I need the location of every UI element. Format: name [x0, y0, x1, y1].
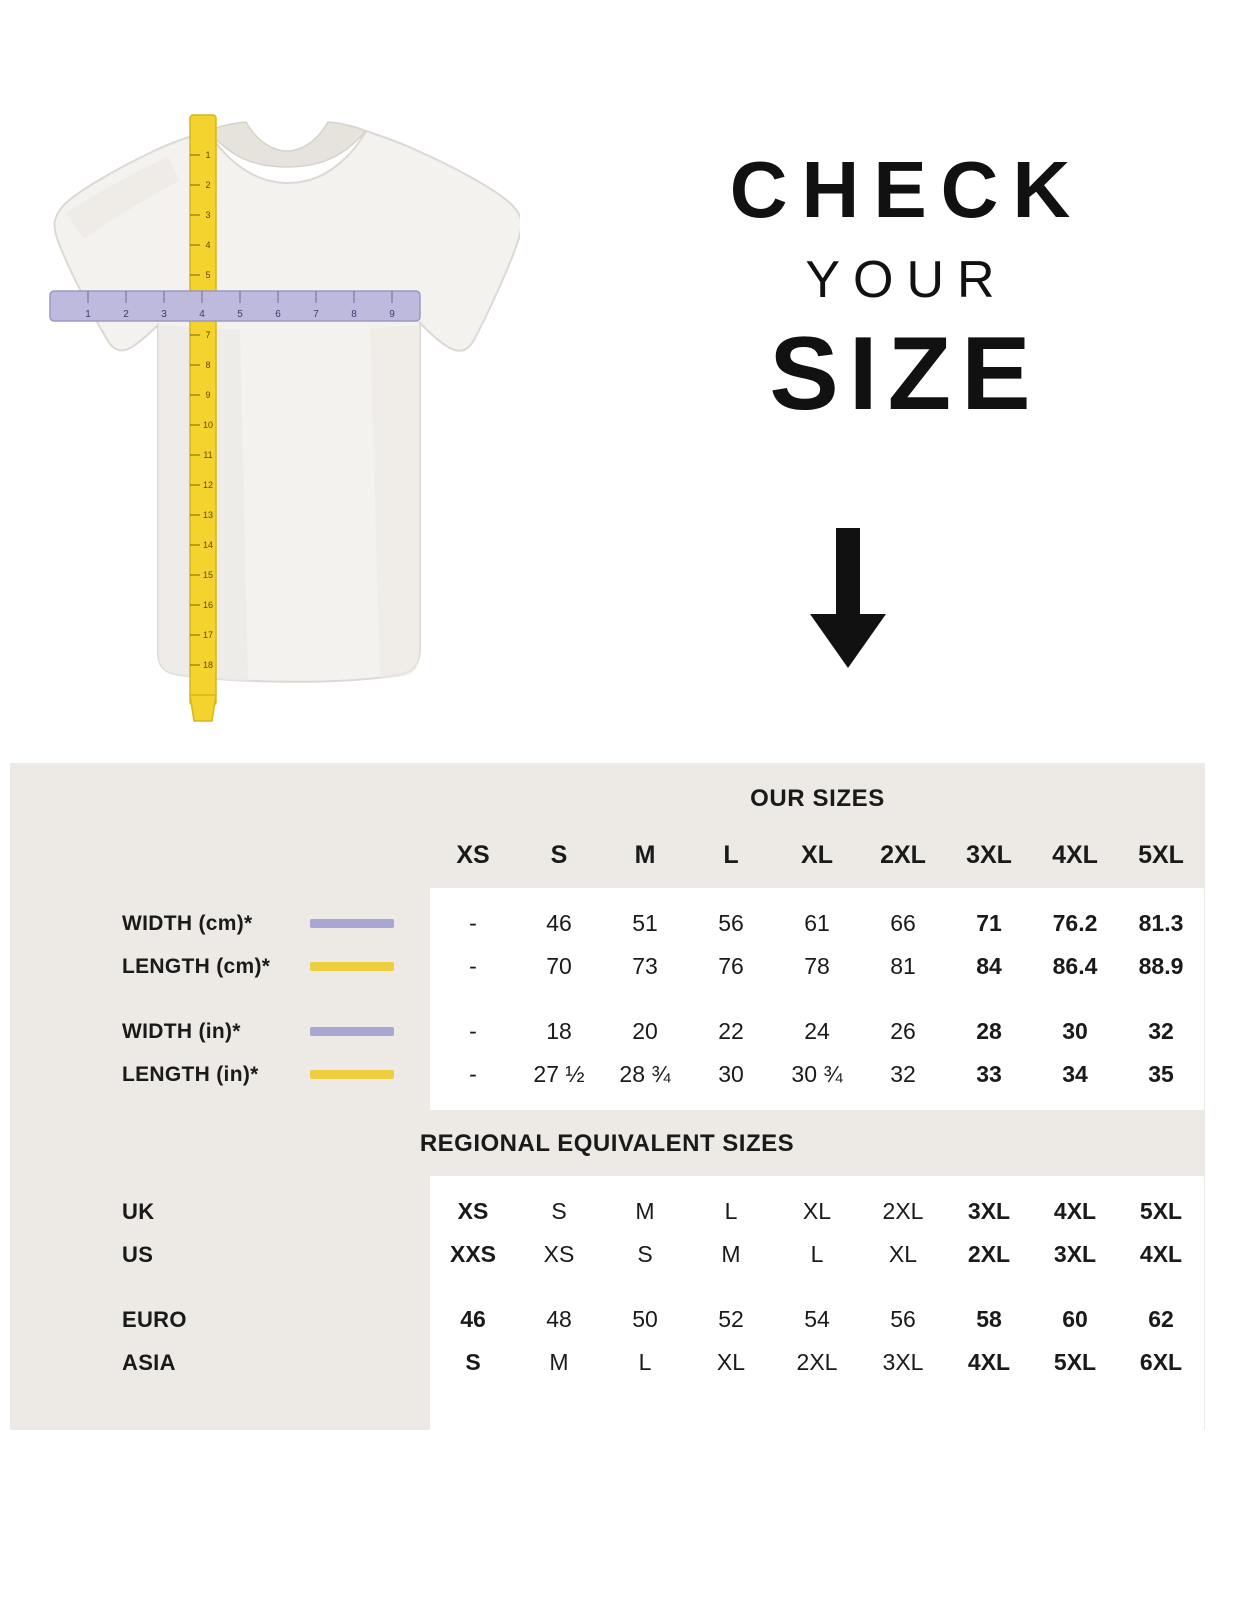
- pad-cell: [1032, 1176, 1118, 1190]
- row-label-text: WIDTH (in)*: [122, 1019, 241, 1043]
- pad-cell: [602, 1176, 688, 1190]
- column-header: 3XL: [966, 841, 1012, 869]
- row-label-text: WIDTH (cm)*: [122, 911, 253, 935]
- down-arrow-icon: [806, 528, 890, 668]
- table-cell: -: [430, 945, 516, 988]
- table-cell: 3XL: [946, 1190, 1032, 1233]
- row-label-length-in: [10, 1057, 430, 1093]
- length-color-swatch: [310, 962, 394, 971]
- gap-cell: [774, 1276, 860, 1298]
- pad-cell: [1118, 1176, 1204, 1190]
- row-label-us: US: [10, 1236, 430, 1274]
- row-label-width-cm: [10, 906, 430, 942]
- pad-cell: [688, 1096, 774, 1110]
- table-cell: 33: [946, 1053, 1032, 1096]
- pad-cell: [688, 1384, 774, 1430]
- headline-line-1: CHECK: [729, 145, 1085, 234]
- svg-text:12: 12: [202, 480, 214, 490]
- table-cell: 30: [1032, 1010, 1118, 1053]
- gap-cell: [1118, 988, 1204, 1010]
- table-cell: -: [430, 1053, 516, 1096]
- table-cell: XXS: [430, 1233, 516, 1276]
- row-label-text: LENGTH (cm)*: [122, 954, 271, 978]
- pad-cell: [430, 1384, 516, 1430]
- regional-sizes-title: REGIONAL EQUIVALENT SIZES: [10, 1110, 1204, 1176]
- svg-text:8: 8: [351, 309, 357, 320]
- table-cell: 88.9: [1118, 945, 1204, 988]
- gap-cell: [1032, 988, 1118, 1010]
- table-cell: 48: [516, 1298, 602, 1341]
- column-header: S: [550, 841, 568, 869]
- pad-cell: [860, 1384, 946, 1430]
- pad-cell: [774, 1384, 860, 1430]
- table-cell: XS: [516, 1233, 602, 1276]
- row-label-text: LENGTH (in)*: [122, 1062, 259, 1086]
- table-cell: S: [430, 1341, 516, 1384]
- table-cell: 26: [860, 1010, 946, 1053]
- table-cell: L: [774, 1233, 860, 1276]
- table-cell: 4XL: [946, 1341, 1032, 1384]
- table-cell: 84: [946, 945, 1032, 988]
- table-cell: 6XL: [1118, 1341, 1204, 1384]
- pad-label: [10, 1384, 430, 1430]
- column-header: 5XL: [1138, 841, 1184, 869]
- table-cell: XL: [688, 1341, 774, 1384]
- gap-label: [10, 1276, 430, 1298]
- pad-cell: [774, 888, 860, 902]
- our-sizes-title: OUR SIZES: [10, 763, 1205, 833]
- table-cell: 78: [774, 945, 860, 988]
- table-cell: S: [516, 1190, 602, 1233]
- svg-text:10: 10: [202, 420, 214, 430]
- table-cell: 28 ¾: [602, 1053, 688, 1096]
- table-cell: -: [430, 902, 516, 945]
- svg-text:4: 4: [199, 309, 205, 320]
- svg-text:6: 6: [275, 309, 281, 320]
- gap-cell: [602, 988, 688, 1010]
- table-cell: 18: [516, 1010, 602, 1053]
- pad-cell: [602, 888, 688, 902]
- column-header: 4XL: [1052, 841, 1098, 869]
- table-cell: 5XL: [1032, 1341, 1118, 1384]
- hero-section: [0, 0, 1251, 762]
- svg-text:3: 3: [205, 210, 211, 220]
- pad-cell: [602, 1096, 688, 1110]
- table-cell: 61: [774, 902, 860, 945]
- column-header: XL: [801, 841, 833, 869]
- table-cell: 81.3: [1118, 902, 1204, 945]
- table-cell: 73: [602, 945, 688, 988]
- gap-cell: [430, 988, 516, 1010]
- table-cell: 50: [602, 1298, 688, 1341]
- table-cell: 32: [860, 1053, 946, 1096]
- table-cell: 32: [1118, 1010, 1204, 1053]
- table-cell: S: [602, 1233, 688, 1276]
- table-cell: L: [688, 1190, 774, 1233]
- svg-text:9: 9: [389, 309, 395, 320]
- measurements-grid: [10, 833, 1205, 1430]
- table-cell: XS: [430, 1190, 516, 1233]
- table-cell: 86.4: [1032, 945, 1118, 988]
- pad-cell: [1032, 1384, 1118, 1430]
- length-color-swatch: [310, 1070, 394, 1079]
- gap-cell: [602, 1276, 688, 1298]
- headline-line-3: SIZE: [769, 316, 1041, 432]
- row-label-euro: EURO: [10, 1301, 430, 1339]
- table-cell: 4XL: [1032, 1190, 1118, 1233]
- width-color-swatch: [310, 919, 394, 928]
- pad-cell: [516, 1384, 602, 1430]
- svg-text:5: 5: [205, 270, 211, 280]
- gap-cell: [860, 1276, 946, 1298]
- pad-cell: [946, 1096, 1032, 1110]
- svg-text:4: 4: [205, 240, 211, 250]
- hero-headline: [620, 145, 1180, 432]
- row-label-length-cm: [10, 949, 430, 985]
- tshirt-with-measuring-tape-icon: [40, 95, 520, 735]
- svg-text:9: 9: [205, 390, 211, 400]
- column-header: M: [634, 841, 656, 869]
- svg-text:17: 17: [202, 630, 214, 640]
- headline-line-2: YOUR: [805, 251, 1008, 309]
- table-cell: 2XL: [946, 1233, 1032, 1276]
- svg-text:1: 1: [205, 150, 211, 160]
- pad-cell: [860, 1096, 946, 1110]
- table-cell: 81: [860, 945, 946, 988]
- pad-label: [10, 888, 430, 902]
- gap-cell: [688, 988, 774, 1010]
- table-cell: 28: [946, 1010, 1032, 1053]
- gap-cell: [946, 1276, 1032, 1298]
- column-header: L: [723, 841, 739, 869]
- table-cell: 62: [1118, 1298, 1204, 1341]
- gap-cell: [430, 1276, 516, 1298]
- gap-cell: [1032, 1276, 1118, 1298]
- table-cell: M: [602, 1190, 688, 1233]
- svg-text:18: 18: [202, 660, 214, 670]
- svg-text:11: 11: [203, 450, 213, 460]
- gap-cell: [516, 1276, 602, 1298]
- table-cell: 71: [946, 902, 1032, 945]
- pad-cell: [1032, 1096, 1118, 1110]
- table-cell: 2XL: [774, 1341, 860, 1384]
- table-cell: XL: [774, 1190, 860, 1233]
- gap-cell: [946, 988, 1032, 1010]
- table-cell: M: [516, 1341, 602, 1384]
- svg-text:2: 2: [123, 309, 129, 320]
- pad-cell: [602, 1384, 688, 1430]
- svg-text:14: 14: [202, 540, 214, 550]
- table-cell: 46: [516, 902, 602, 945]
- pad-cell: [430, 888, 516, 902]
- table-cell: 66: [860, 902, 946, 945]
- table-cell: 46: [430, 1298, 516, 1341]
- width-color-swatch: [310, 1027, 394, 1036]
- row-label-uk: UK: [10, 1193, 430, 1231]
- svg-text:16: 16: [202, 600, 214, 610]
- pad-cell: [1118, 888, 1204, 902]
- table-cell: 24: [774, 1010, 860, 1053]
- gap-label: [10, 988, 430, 1010]
- svg-text:15: 15: [202, 570, 214, 580]
- pad-label: [10, 1096, 430, 1110]
- gap-cell: [516, 988, 602, 1010]
- table-cell: 2XL: [860, 1190, 946, 1233]
- svg-text:5: 5: [237, 309, 243, 320]
- table-cell: M: [688, 1233, 774, 1276]
- table-cell: 54: [774, 1298, 860, 1341]
- table-cell: XL: [860, 1233, 946, 1276]
- pad-cell: [688, 888, 774, 902]
- pad-cell: [688, 1176, 774, 1190]
- pad-cell: [1118, 1096, 1204, 1110]
- gap-cell: [860, 988, 946, 1010]
- row-label-width-in: [10, 1014, 430, 1050]
- table-cell: 76: [688, 945, 774, 988]
- pad-cell: [516, 1096, 602, 1110]
- table-cell: 3XL: [860, 1341, 946, 1384]
- pad-cell: [516, 888, 602, 902]
- gap-cell: [1118, 1276, 1204, 1298]
- pad-cell: [774, 1096, 860, 1110]
- pad-cell: [430, 1176, 516, 1190]
- table-cell: 76.2: [1032, 902, 1118, 945]
- pad-cell: [946, 1384, 1032, 1430]
- table-cell: 51: [602, 902, 688, 945]
- pad-cell: [946, 888, 1032, 902]
- table-cell: 22: [688, 1010, 774, 1053]
- table-cell: 60: [1032, 1298, 1118, 1341]
- svg-text:1: 1: [85, 309, 91, 320]
- table-cell: 70: [516, 945, 602, 988]
- svg-text:8: 8: [205, 360, 211, 370]
- pad-cell: [946, 1176, 1032, 1190]
- table-cell: 58: [946, 1298, 1032, 1341]
- table-cell: 4XL: [1118, 1233, 1204, 1276]
- table-cell: -: [430, 1010, 516, 1053]
- table-cell: 3XL: [1032, 1233, 1118, 1276]
- table-cell: 34: [1032, 1053, 1118, 1096]
- svg-text:2: 2: [205, 180, 211, 190]
- pad-cell: [1032, 888, 1118, 902]
- size-chart-table: [10, 763, 1205, 1430]
- table-cell: L: [602, 1341, 688, 1384]
- table-cell: 35: [1118, 1053, 1204, 1096]
- gap-cell: [688, 1276, 774, 1298]
- svg-text:13: 13: [202, 510, 214, 520]
- pad-cell: [860, 888, 946, 902]
- svg-text:7: 7: [313, 309, 319, 320]
- table-cell: 30 ¾: [774, 1053, 860, 1096]
- pad-cell: [1118, 1384, 1204, 1430]
- table-cell: 52: [688, 1298, 774, 1341]
- pad-cell: [430, 1096, 516, 1110]
- column-header: XS: [456, 841, 490, 869]
- header-spacer: [10, 848, 430, 874]
- table-cell: 56: [860, 1298, 946, 1341]
- row-label-asia: ASIA: [10, 1344, 430, 1382]
- table-cell: 30: [688, 1053, 774, 1096]
- table-cell: 20: [602, 1010, 688, 1053]
- pad-cell: [774, 1176, 860, 1190]
- table-cell: 56: [688, 902, 774, 945]
- table-cell: 5XL: [1118, 1190, 1204, 1233]
- pad-cell: [516, 1176, 602, 1190]
- table-cell: 27 ½: [516, 1053, 602, 1096]
- pad-cell: [860, 1176, 946, 1190]
- column-header: 2XL: [880, 841, 926, 869]
- svg-text:7: 7: [205, 330, 211, 340]
- pad-label: [10, 1176, 430, 1190]
- gap-cell: [774, 988, 860, 1010]
- svg-text:3: 3: [161, 309, 167, 320]
